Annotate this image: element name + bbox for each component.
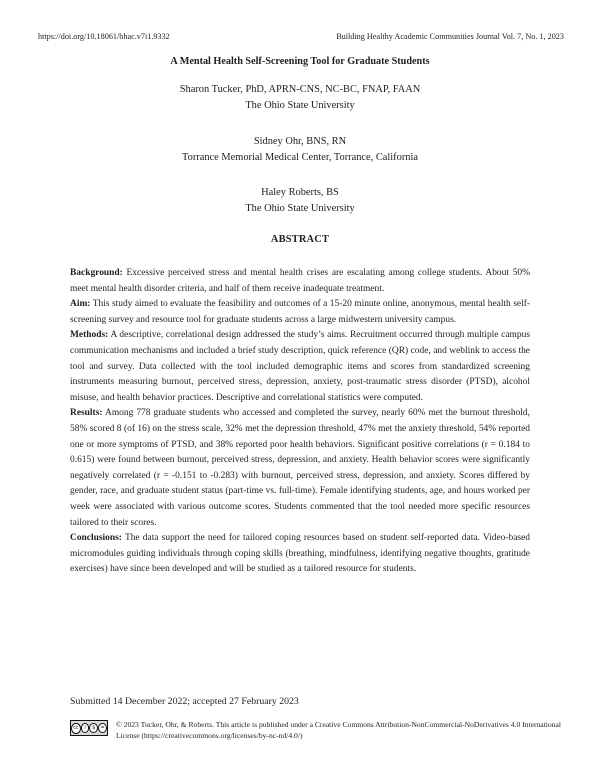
attribution-icon: i xyxy=(81,723,90,733)
section-label: Conclusions: xyxy=(70,533,122,544)
author-affiliation: The Ohio State University xyxy=(245,100,355,111)
cc-by-nc-nd-badge[interactable] xyxy=(70,720,108,736)
author-2 xyxy=(0,134,600,166)
section-label: Methods: xyxy=(70,330,109,341)
noncommercial-icon: $ xyxy=(89,723,98,733)
section-label: Results: xyxy=(70,408,103,419)
author-affiliation: The Ohio State University xyxy=(245,203,355,214)
author-name: Sharon Tucker, PhD, APRN-CNS, NC-BC, FNAP, FAAN xyxy=(179,84,421,95)
cc-icon: cc xyxy=(71,723,81,734)
section-label: Background: xyxy=(70,268,123,278)
section-text: Among 778 graduate students who accessed and completed the survey, nearly 60% met the burnout threshold, 58% scored 8 (of 16) on the stress scale, 32% met the depression threshold, 47% met the anxiety threshold, 54% reported one or more symptoms of PTSD, and 38% reported poor health behaviors. Significant positive correlations (r = 0.184 to 0.615) were found between burnout, perceived stress, depression, and anxiety. Health behavior scores were significantly negatively correlated (r = -0.151 to -0.283) with burnout, perceived stress, depression, and anxiety. Scores differed by gender, race, and graduate student status (part-time vs. full-time). Female identifying students, age, and hours worked per week were associated with various outcome scores. Students commented that the tool needed more specific resources tailored to their scores. xyxy=(70,408,530,528)
noderivatives-icon: = xyxy=(98,723,107,733)
doi-link[interactable]: https://doi.org/10.18061/bhac.v7i1.9332 xyxy=(38,32,170,41)
section-text: A descriptive, correlational design addressed the study’s aims. Recruitment occurred through multiple campus communication mechanisms and included a brief study description, quick reference (QR) code, and weblink to access the tool and survey. Data collected with the tool included demographic items and scores from standardized screening instruments measuring burnout, perceived stress, depression, anxiety, post-traumatic stress disorder (PTSD), alcohol misuse, and health behavior practices. Descriptive and correlational statistics were computed. xyxy=(70,330,530,403)
section-text: This study aimed to evaluate the feasibility and outcomes of a 15-20 minute online, anonymous, mental health self-screening survey and resource tool for graduate students across a large midwestern university campus. xyxy=(70,299,530,325)
abstract-heading: ABSTRACT xyxy=(270,234,330,245)
abstract-body xyxy=(70,266,530,578)
license-text: © 2023 Tucker, Ohr, & Roberts. This article is published under a Creative Commons Attribution-NonCommercial-NoDerivatives 4.0 International License (https://creativecommons.org/licenses/by-nc-nd/4.0/) xyxy=(116,720,561,740)
author-3 xyxy=(0,185,600,217)
abstract-results xyxy=(70,406,530,531)
paper-title: A Mental Health Self-Screening Tool for Graduate Students xyxy=(170,56,430,67)
abstract-methods xyxy=(70,328,530,406)
author-name: Haley Roberts, BS xyxy=(261,187,339,198)
author-name: Sidney Ohr, BNS, RN xyxy=(253,136,347,147)
section-text: Excessive perceived stress and mental health crises are escalating among college students. About 50% meet mental health disorder criteria, and half of them receive inadequate treatment. xyxy=(70,268,531,294)
license-notice xyxy=(70,719,570,741)
abstract-background xyxy=(70,266,530,297)
author-affiliation: Torrance Memorial Medical Center, Torrance, California xyxy=(182,152,418,163)
submission-dates: Submitted 14 December 2022; accepted 27 February 2023 xyxy=(70,696,299,707)
journal-citation: Building Healthy Academic Communities Journal Vol. 7, No. 1, 2023 xyxy=(336,32,564,41)
author-1 xyxy=(0,82,600,114)
section-text: The data support the need for tailored coping resources based on student self-reported data. Video-based micromodules guiding individuals through coping skills (breathing, mindfulness, identifying negative thoughts, gratitude exercises) have since been developed and will be studied as a tailored resource for students. xyxy=(70,533,530,575)
abstract-aim xyxy=(70,297,530,328)
abstract-conclusions xyxy=(70,531,530,578)
section-label: Aim: xyxy=(70,299,91,310)
